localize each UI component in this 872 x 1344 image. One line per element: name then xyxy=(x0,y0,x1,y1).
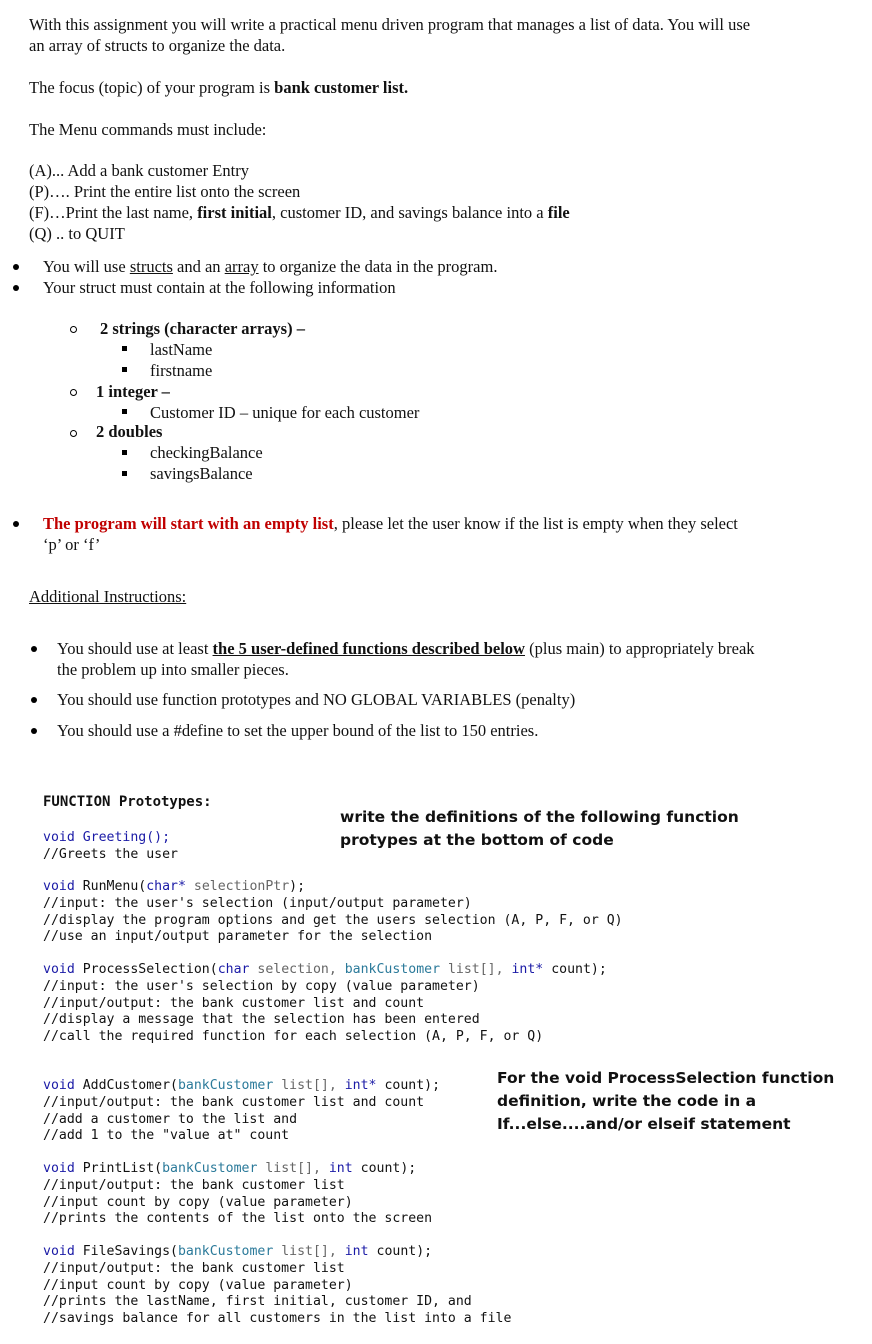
menu-command-a: (A)... Add a bank customer Entry xyxy=(29,161,249,180)
processselection-prototype xyxy=(43,962,607,1046)
square-bullet xyxy=(122,471,127,476)
greeting-comment: //Greets the user xyxy=(43,846,178,862)
runmenu-comment-1: //input: the user's selection (input/output parameter) xyxy=(43,895,472,911)
struct-first-name: firstname xyxy=(150,361,213,380)
menu-commands xyxy=(29,160,570,244)
file-type-2: int xyxy=(344,1244,369,1259)
bullet-dot xyxy=(31,646,37,652)
processselection-note xyxy=(497,1067,834,1136)
processselection-note-line-3: If...else....and/or elseif statement xyxy=(497,1115,791,1133)
runmenu-prototype xyxy=(43,879,623,946)
struct-customer-id: Customer ID – unique for each customer xyxy=(150,403,420,422)
struct-doubles-text: 2 doubles xyxy=(96,422,163,441)
empty-note-rest: , please let the user know if the list is empty when they select xyxy=(333,514,738,533)
focus-line xyxy=(29,77,408,98)
struct-integer-label xyxy=(96,381,170,402)
definitions-note xyxy=(340,806,739,852)
file-comment-3: //prints the lastName, first initial, customer ID, and xyxy=(43,1294,472,1310)
file-comment-2: //input count by copy (value parameter) xyxy=(43,1277,353,1293)
struct-doubles-label xyxy=(96,421,162,442)
add-comment-1: //input/output: the bank customer list and count xyxy=(43,1094,425,1110)
menu-heading: The Menu commands must include: xyxy=(29,120,267,139)
empty-list-note xyxy=(43,513,738,555)
bullet-dot xyxy=(31,697,37,703)
struct-savings: savingsBalance xyxy=(150,464,253,483)
definitions-note-line-2: protypes at the bottom of code xyxy=(340,831,614,849)
instruction-functions xyxy=(57,638,755,680)
circle-bullet xyxy=(70,430,77,437)
additional-heading xyxy=(29,586,186,607)
menu-f-bold-file: file xyxy=(547,203,570,222)
file-keyword: void xyxy=(43,1244,75,1259)
add-comment-3: //add 1 to the "value at" count xyxy=(43,1128,290,1144)
bullet-structs-mid: and an xyxy=(172,257,225,276)
processselection-note-line-2: definition, write the code in a xyxy=(497,1092,757,1110)
runmenu-comment-2: //display the program options and get the users selection (A, P, F, or Q) xyxy=(43,912,623,928)
greeting-prototype xyxy=(43,830,178,864)
add-type-2: int* xyxy=(344,1078,377,1093)
instruction-functions-line-2: the problem up into smaller pieces. xyxy=(57,660,289,679)
file-param-2: count); xyxy=(368,1244,433,1259)
bullet-structs-suffix: to organize the data in the program. xyxy=(258,257,498,276)
bullet-dot xyxy=(13,264,19,270)
focus-prefix: The focus (topic) of your program is xyxy=(29,78,275,97)
print-comment-3: //prints the contents of the list onto the screen xyxy=(43,1211,433,1227)
add-param-1: list[], xyxy=(273,1078,345,1093)
file-param-1: list[], xyxy=(273,1244,345,1259)
bullet-struct-info: Your struct must contain at the following information xyxy=(43,278,396,297)
print-type-2: int xyxy=(328,1161,353,1176)
struct-last-name: lastName xyxy=(150,340,213,359)
menu-f-prefix: (F)…Print the last name, xyxy=(29,203,198,222)
process-type-3: int* xyxy=(511,962,544,977)
runmenu-type: char* xyxy=(146,879,186,894)
printlist-prototype xyxy=(43,1161,432,1228)
print-type-1: bankCustomer xyxy=(162,1161,258,1176)
runmenu-keyword: void xyxy=(43,879,75,894)
menu-command-p: (P)…. Print the entire list onto the screen xyxy=(29,182,301,201)
process-comment-2: //input/output: the bank customer list and count xyxy=(43,995,425,1011)
file-name: FileSavings( xyxy=(74,1244,178,1259)
circle-bullet xyxy=(70,389,77,396)
struct-strings-label xyxy=(100,318,305,339)
add-keyword: void xyxy=(43,1078,75,1093)
print-comment-1: //input/output: the bank customer list xyxy=(43,1177,345,1193)
process-comment-3: //display a message that the selection has been entered xyxy=(43,1012,480,1028)
struct-strings-text: 2 strings (character arrays) – xyxy=(100,319,305,338)
print-param-1: list[], xyxy=(257,1161,329,1176)
instruction-define: You should use a #define to set the upper bound of the list to 150 entries. xyxy=(57,721,539,740)
square-bullet xyxy=(122,367,127,372)
struct-integer-text: 1 integer – xyxy=(96,382,170,401)
file-comment-4: //savings balance for all customers in the list into a file xyxy=(43,1311,512,1327)
intro-paragraph xyxy=(29,14,750,56)
runmenu-param: selectionPtr xyxy=(185,879,290,894)
bullet-dot xyxy=(31,728,37,734)
process-param-3: count); xyxy=(543,962,607,977)
runmenu-comment-3: //use an input/output parameter for the selection xyxy=(43,929,433,945)
process-keyword: void xyxy=(43,962,75,977)
instruction-bold-underline: the 5 user-defined functions described below xyxy=(212,639,525,658)
square-bullet xyxy=(122,346,127,351)
process-name: ProcessSelection( xyxy=(74,962,218,977)
instruction-prototypes: You should use function prototypes and NO GLOBAL VARIABLES (penalty) xyxy=(57,690,576,709)
add-name: AddCustomer( xyxy=(74,1078,178,1093)
code-heading-text: FUNCTION Prototypes: xyxy=(43,794,212,810)
focus-topic: bank customer list. xyxy=(274,78,409,97)
process-comment-1: //input: the user's selection by copy (value parameter) xyxy=(43,978,480,994)
bullet-structs-underline-1: structs xyxy=(129,257,173,276)
processselection-note-line-1: For the void ProcessSelection function xyxy=(497,1069,835,1087)
bullet-dot xyxy=(13,521,19,527)
function-prototypes-heading xyxy=(43,794,212,811)
add-type-1: bankCustomer xyxy=(177,1078,274,1093)
additional-heading-text: Additional Instructions: xyxy=(29,587,187,606)
greeting-signature: void Greeting(); xyxy=(43,830,171,845)
struct-checking: checkingBalance xyxy=(150,443,263,462)
definitions-note-line-1: write the definitions of the following function xyxy=(340,808,739,826)
instruction-prefix: You should use at least xyxy=(57,639,213,658)
empty-note-red: The program will start with an empty list xyxy=(43,514,334,533)
add-comment-2: //add a customer to the list and xyxy=(43,1111,298,1127)
print-comment-2: //input count by copy (value parameter) xyxy=(43,1194,353,1210)
intro-line-1: With this assignment you will write a practical menu driven program that manages a list of data. You will use xyxy=(29,15,751,34)
menu-command-q: (Q) .. to QUIT xyxy=(29,224,125,243)
process-type-2: bankCustomer xyxy=(344,962,441,977)
add-param-2: count); xyxy=(376,1078,441,1093)
menu-command-f xyxy=(29,202,570,223)
process-type-1: char xyxy=(217,962,250,977)
empty-note-line-1 xyxy=(43,513,738,534)
menu-f-mid: , customer ID, and savings balance into a xyxy=(271,203,548,222)
runmenu-name: RunMenu( xyxy=(74,879,147,894)
filesavings-prototype xyxy=(43,1244,511,1328)
circle-bullet xyxy=(70,326,77,333)
addcustomer-prototype xyxy=(43,1078,440,1145)
print-param-2: count); xyxy=(352,1161,417,1176)
process-comment-4: //call the required function for each selection (A, P, F, or Q) xyxy=(43,1029,544,1045)
empty-note-line-2: ‘p’ or ‘f’ xyxy=(43,535,101,554)
bullet-dot xyxy=(13,285,19,291)
runmenu-end: ); xyxy=(289,879,306,894)
menu-f-bold-initial: first initial xyxy=(197,203,272,222)
file-comment-1: //input/output: the bank customer list xyxy=(43,1260,345,1276)
process-param-2: list[], xyxy=(440,962,512,977)
bullet-structs xyxy=(43,256,497,277)
bullet-structs-prefix: You will use xyxy=(43,257,130,276)
instruction-suffix: (plus main) to appropriately break xyxy=(524,639,755,658)
intro-line-2: an array of structs to organize the data. xyxy=(29,36,286,55)
instruction-functions-line-1 xyxy=(57,638,755,659)
process-param-1: selection, xyxy=(249,962,345,977)
print-name: PrintList( xyxy=(74,1161,163,1176)
print-keyword: void xyxy=(43,1161,75,1176)
bullet-structs-underline-2: array xyxy=(224,257,259,276)
square-bullet xyxy=(122,409,127,414)
square-bullet xyxy=(122,450,127,455)
file-type-1: bankCustomer xyxy=(177,1244,274,1259)
